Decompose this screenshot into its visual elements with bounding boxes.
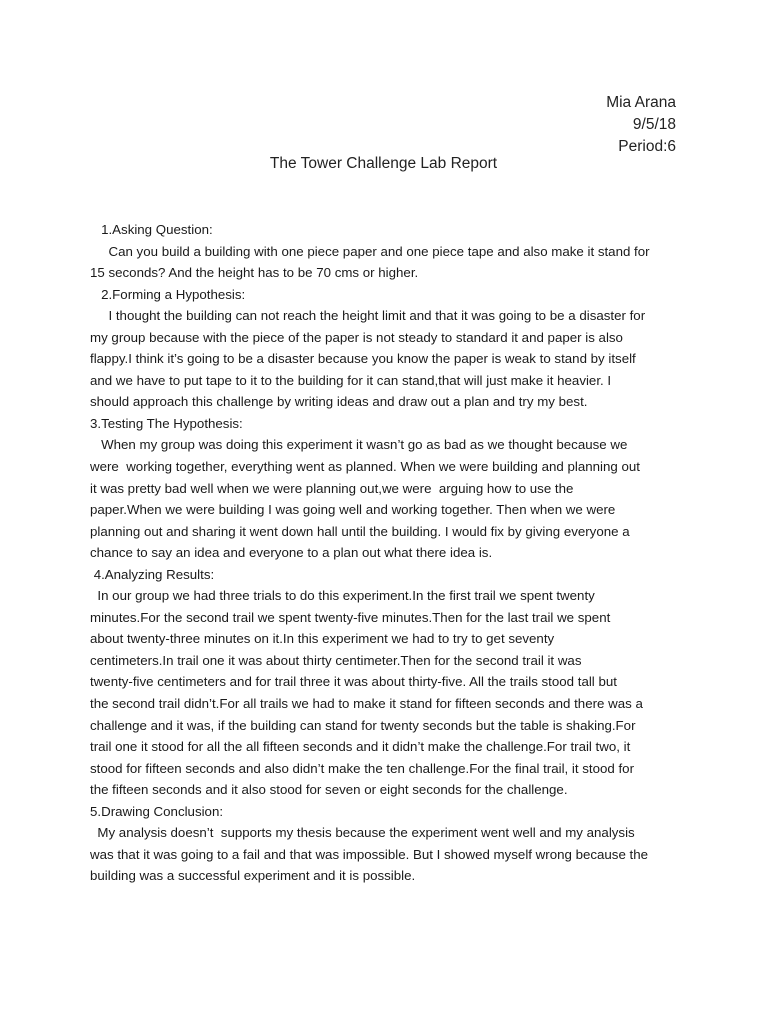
text-line: In our group we had three trials to do this experiment.In the first trail we spent twenty (90, 588, 595, 604)
text-line: trail one it stood for all the all fifteen seconds and it didn’t make the challenge.For trail two, it (90, 739, 631, 755)
text-line: centimeters.In trail one it was about thirty centimeter.Then for the second trail it was (90, 652, 582, 668)
text-line: planning out and sharing it went down hall until the building. I would fix by giving everyone a (90, 523, 630, 539)
text-line: minutes.For the second trail we spent twenty-five minutes.Then for the last trail we spent (90, 609, 611, 625)
class-period: Period:6 (618, 138, 676, 155)
text-line: my group because with the piece of the paper is not steady to standard it and paper is also (90, 329, 623, 345)
text-line: building was a successful experiment and it is possible. (90, 868, 416, 884)
text-line: the fifteen seconds and it also stood for seven or eight seconds for the challenge. (90, 782, 568, 798)
text-line: 5.Drawing Conclusion: (90, 803, 224, 819)
text-line: paper.When we were building I was going well and working together. Then when we were (90, 502, 616, 518)
text-line: 4.Analyzing Results: (90, 566, 215, 582)
text-line: 3.Testing The Hypothesis: (90, 415, 243, 431)
author-name: Mia Arana (606, 94, 676, 111)
text-line: I thought the building can not reach the height limit and that it was going to be a disaster for (90, 308, 646, 324)
text-line: Can you build a building with one piece paper and one piece tape and also make it stand for (90, 243, 650, 259)
report-title-row (0, 155, 768, 173)
text-line: were working together, everything went as planned. When we were building and planning out (90, 459, 640, 475)
text-line: it was pretty bad well when we were planning out,we were arguing how to use the (90, 480, 574, 496)
text-line: 1.Asking Question: (90, 222, 213, 237)
text-line: and we have to put tape to it to the building for it can stand,that will just make it heavier. I (90, 372, 612, 388)
report-body (90, 219, 680, 887)
text-line: When my group was doing this experiment it wasn’t go as bad as we thought because we (90, 437, 628, 453)
text-line: challenge and it was, if the building can stand for twenty seconds but the table is shaking.For (90, 717, 636, 733)
text-line: 15 seconds? And the height has to be 70 cms or higher. (90, 265, 419, 281)
text-line: 2.Forming a Hypothesis: (90, 286, 246, 302)
text-line: My analysis doesn’t supports my thesis because the experiment went well and my analysis (90, 825, 635, 841)
text-line: was that it was going to a fail and that was impossible. But I showed myself wrong because the (90, 846, 649, 862)
report-date: 9/5/18 (632, 116, 676, 133)
author-header (606, 92, 676, 158)
text-line: twenty-five centimeters and for trail three it was about thirty-five. All the trails stood tall but (90, 674, 617, 690)
text-line: stood for fifteen seconds and also didn’t make the ten challenge.For the final trail, it stood for (90, 760, 635, 776)
text-line: about twenty-three minutes on it.In this experiment we had to try to get seventy (90, 631, 555, 647)
text-line: should approach this challenge by writing ideas and draw out a plan and try my best. (90, 394, 588, 410)
text-line: chance to say an idea and everyone to a plan out what there idea is. (90, 545, 493, 561)
text-line: the second trail didn’t.For all trails we had to make it stand for fifteen seconds and there was a (90, 696, 643, 712)
report-title: The Tower Challenge Lab Report (269, 155, 498, 172)
text-line: flappy.I think it’s going to be a disaster because you know the paper is weak to stand by itself (90, 351, 636, 367)
